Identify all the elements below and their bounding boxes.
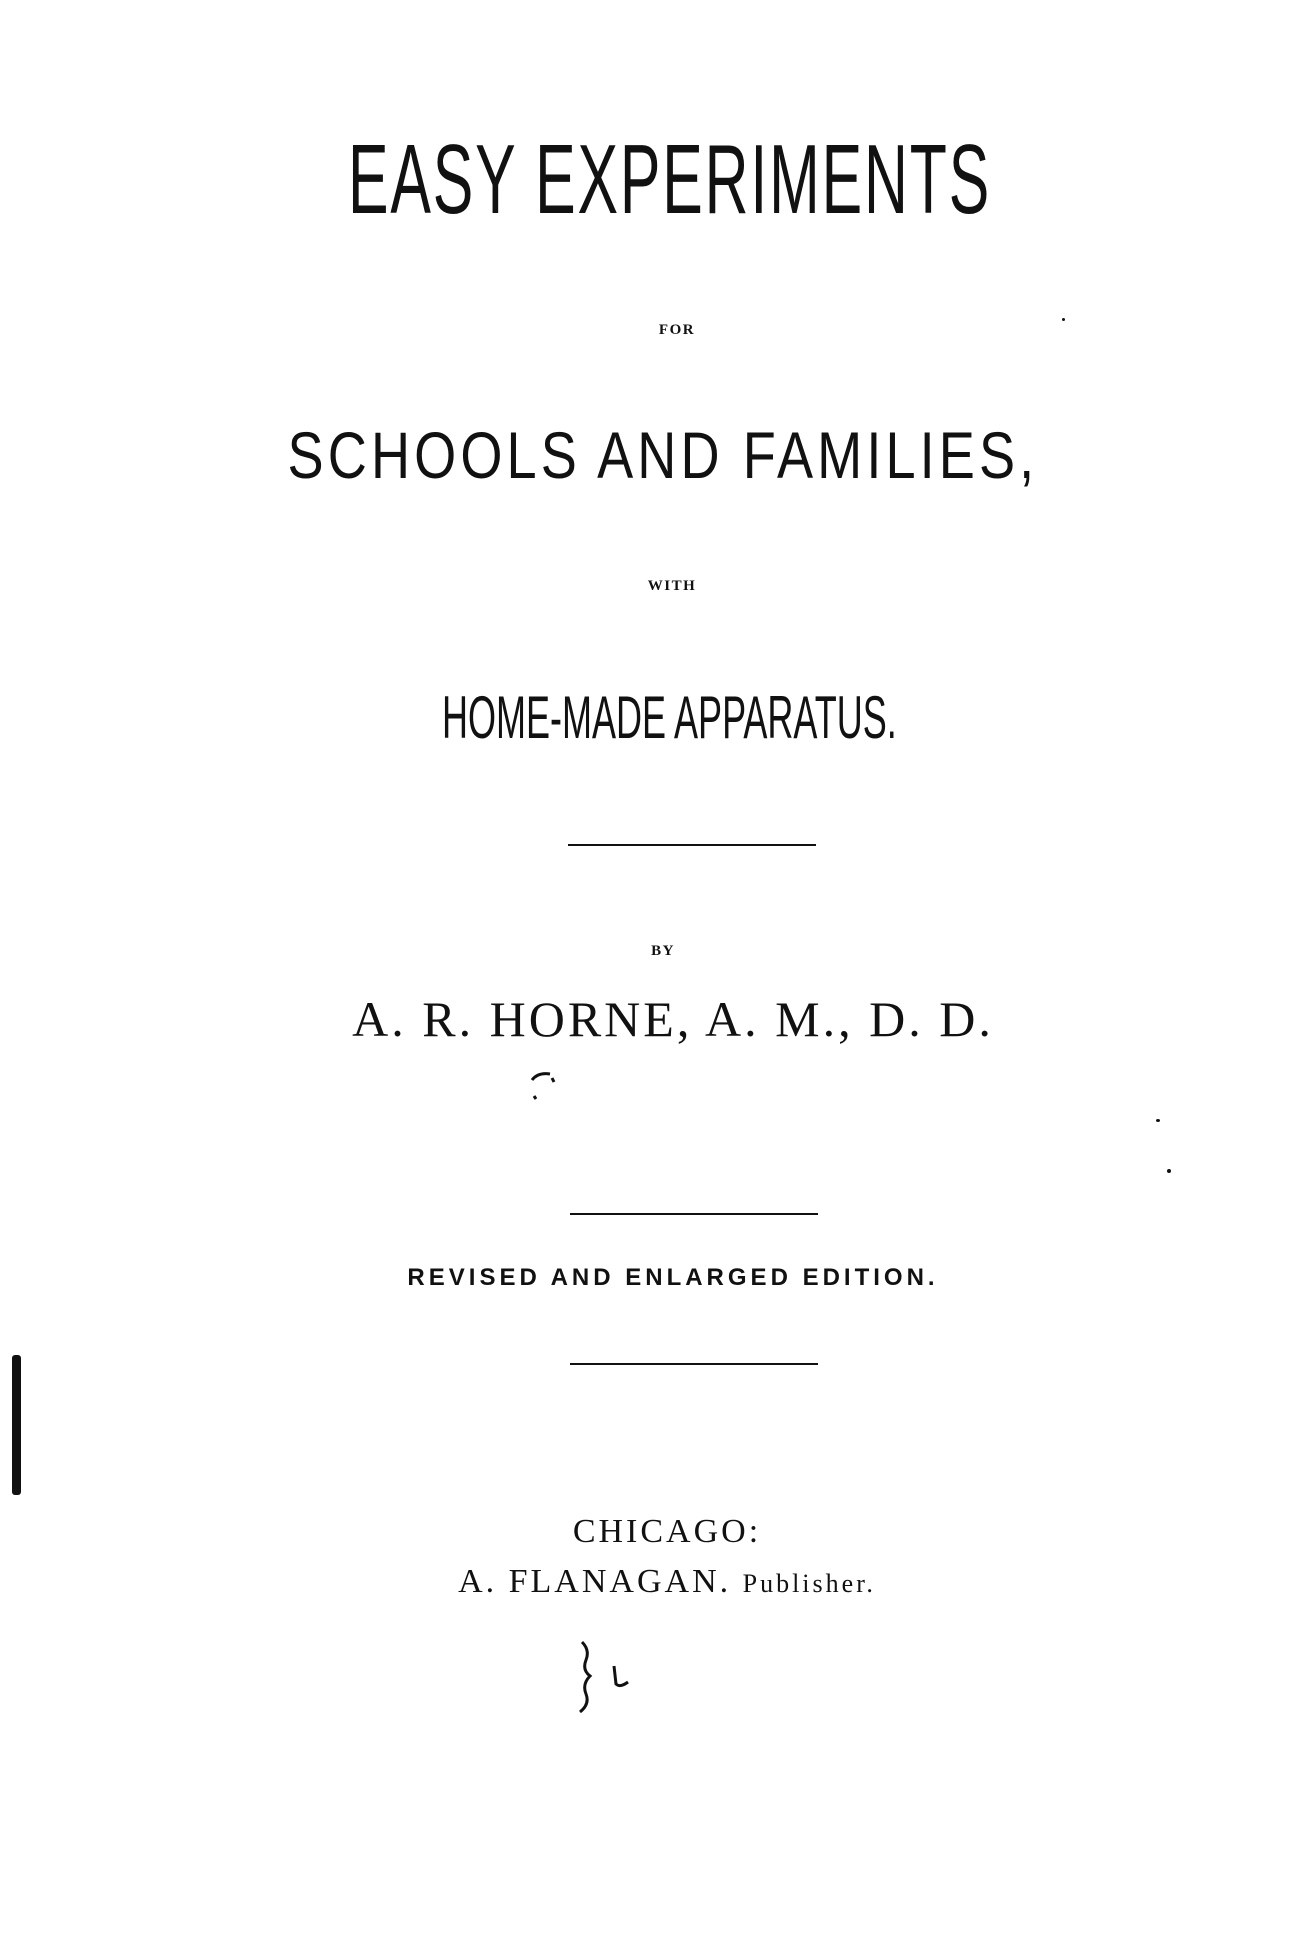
book-subtitle: SCHOOLS AND FAMILIES, (287, 418, 1039, 492)
book-title: EASY EXPERIMENTS (347, 124, 992, 234)
book-subtitle-apparatus: HOME-MADE APPARATUS. (442, 684, 897, 751)
divider-rule (568, 844, 816, 846)
ink-mark (528, 1068, 568, 1104)
scan-edge-bar (12, 1355, 21, 1495)
scan-speck (1167, 1169, 1171, 1173)
divider-rule (570, 1363, 818, 1365)
publisher-city: CHICAGO: (572, 1513, 762, 1550)
word-by: BY (651, 943, 675, 959)
handwritten-mark (570, 1636, 640, 1716)
author-name: A. R. HORNE, A. M., D. D. (352, 991, 994, 1047)
word-for: FOR (658, 322, 696, 338)
scan-speck (1062, 318, 1065, 321)
publisher-line (10, 1565, 1314, 1599)
word-with: WITH (647, 578, 697, 594)
edition-line: REVISED AND ENLARGED EDITION. (407, 1264, 939, 1291)
publisher-name: A. FLANAGAN. (458, 1563, 732, 1600)
divider-rule (570, 1213, 818, 1215)
publisher-label: Publisher. (742, 1569, 876, 1598)
scan-speck (1156, 1119, 1160, 1122)
